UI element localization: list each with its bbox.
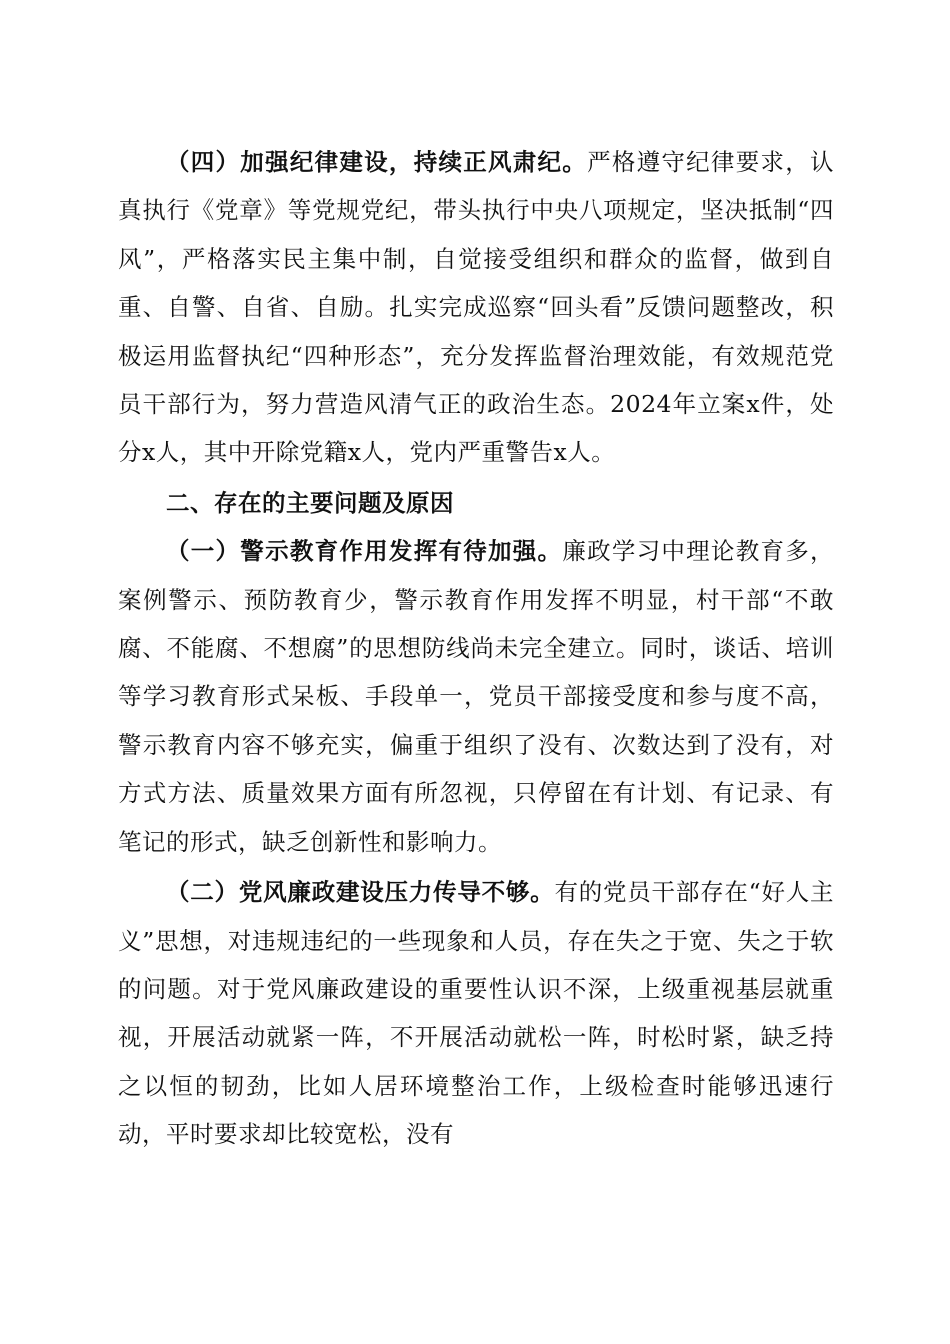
paragraph-text: 有的党员干部存在“好人主义”思想，对违规违纪的一些现象和人员，存在失之于宽、失之于软的问题。对于党风廉政建设的重要性认识不深，上级重视基层就重视，开展活动就紧一阵，不开展活动就松一阵，时松时紧，缺乏持之以恒的韧劲，比如人居环境整治工作，上级检查时能够迅速行动，平时要求却比较宽松，没有 — [118, 878, 835, 1149]
paragraph-lead: （四）加强纪律建设，持续正风肃纪。 — [166, 148, 588, 176]
paragraph-text: 廉政学习中理论教育多，案例警示、预防教育少，警示教育作用发挥不明显，村干部“不敢腐、不能腐、不想腐”的思想防线尚未完全建立。同时，谈话、培训等学习教育形式呆板、手段单一，党员干部接受度和参与度不高，警示教育内容不够充实，偏重于组织了没有、次数达到了没有，对方式方法、质量效果方面有所忽视，只停留在有计划、有记录、有笔记的形式，缺乏创新性和影响力。 — [118, 537, 835, 856]
document-body — [118, 138, 834, 1159]
paragraph-issue-warning-education — [118, 527, 834, 866]
paragraph-discipline-building — [118, 138, 834, 477]
paragraph-text: 严格遵守纪律要求，认真执行《党章》等党规党纪，带头执行中央八项规定，坚决抵制“四风”，严格落实民主集中制，自觉接受组织和群众的监督，做到自重、自警、自省、自励。扎实完成巡察“回头看”反馈问题整改，积极运用监督执纪“四种形态”，充分发挥监督治理效能，有效规范党员干部行为，努力营造风清气正的政治生态。2024年立案x件，处分x人，其中开除党籍x人，党内严重警告x人。 — [118, 148, 835, 467]
paragraph-lead: （一）警示教育作用发挥有待加强。 — [166, 537, 563, 566]
paragraph-lead: （二）党风廉政建设压力传导不够。 — [166, 878, 555, 907]
paragraph-issue-pressure-transmission — [118, 868, 834, 1158]
section-heading-problems: 二、存在的主要问题及原因 — [166, 488, 454, 517]
